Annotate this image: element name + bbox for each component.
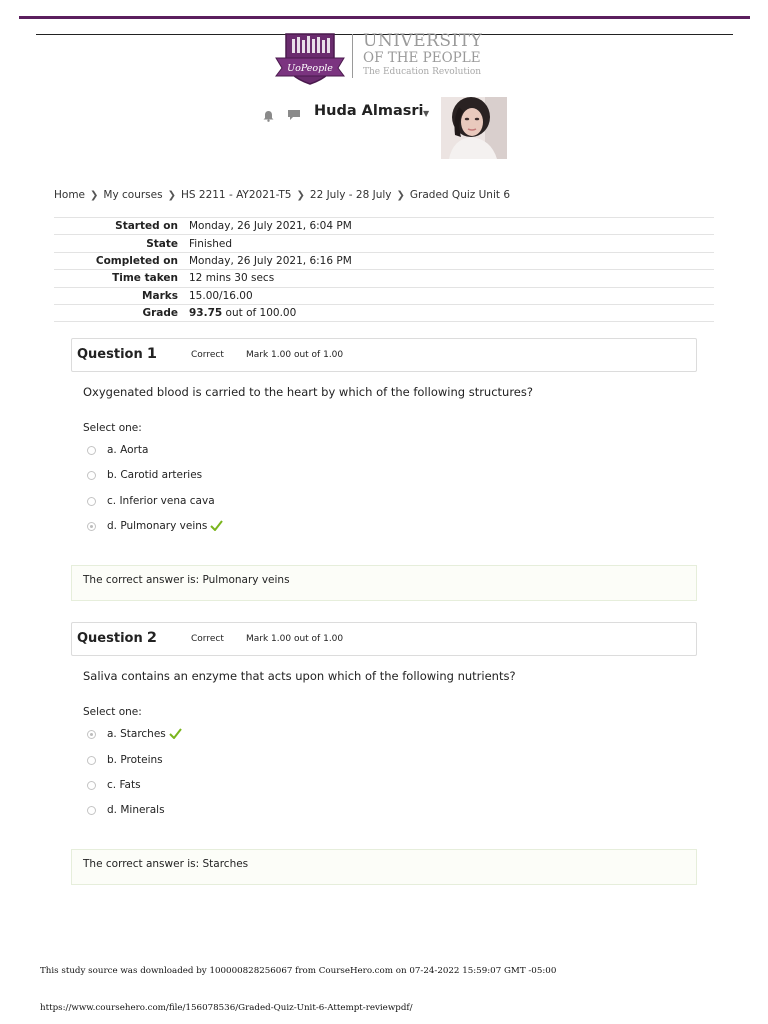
question-number [77, 630, 157, 646]
top-accent-bar [19, 16, 750, 19]
summary-row [54, 252, 714, 269]
breadcrumb-home[interactable]: Home [54, 189, 86, 201]
summary-label: State [54, 235, 189, 252]
user-menu-bar [260, 95, 510, 159]
chevron-right-icon: ❯ [167, 190, 176, 201]
radio-button[interactable] [87, 806, 96, 815]
summary-label: Marks [54, 287, 189, 304]
option-label: d. Minerals [107, 804, 165, 816]
option-label: c. Fats [107, 779, 141, 791]
logo-line-1: UNIVERSITY [363, 31, 483, 51]
question-2-feedback [71, 849, 697, 885]
logo-wordmark [363, 32, 498, 78]
radio-button[interactable] [87, 446, 96, 455]
summary-value: Finished [189, 235, 714, 252]
question-label: Question [77, 631, 143, 646]
question-number-value: 2 [146, 630, 157, 646]
option-label-wrap [107, 520, 223, 532]
question-state: Correct [191, 350, 224, 360]
radio-button[interactable] [87, 471, 96, 480]
question-mark: Mark 1.00 out of 1.00 [246, 634, 344, 644]
source-url[interactable]: https://www.coursehero.com/file/156078536/Graded-Quiz-Unit-6-Attempt-reviewpdf/ [40, 1003, 413, 1013]
chat-icon[interactable] [287, 106, 301, 125]
question-1-text: Oxygenated blood is carried to the heart by which of the following structures? [83, 385, 533, 399]
summary-label: Time taken [54, 270, 189, 287]
logo-tagline: The Education Revolution [363, 67, 482, 77]
grade-value: 93.75 [189, 307, 223, 320]
attempt-summary-table [54, 217, 714, 322]
option-label: d. Pulmonary veins [107, 520, 208, 532]
bell-icon[interactable] [262, 107, 275, 126]
checkmark-icon [210, 520, 223, 531]
summary-value: 15.00/16.00 [189, 287, 714, 304]
grade-label: Grade [54, 304, 189, 321]
summary-value: Monday, 26 July 2021, 6:04 PM [189, 218, 714, 235]
chevron-right-icon: ❯ [296, 190, 305, 201]
radio-button-checked[interactable] [87, 522, 96, 531]
question-mark: Mark 1.00 out of 1.00 [246, 350, 344, 360]
download-notice: This study source was downloaded by 100000828256067 from CourseHero.com on 07-24-2022 15:59:07 GMT -05:00 [40, 966, 557, 976]
university-logo[interactable] [272, 30, 496, 86]
caret-down-icon[interactable]: ▼ [423, 109, 430, 118]
breadcrumb-my-courses[interactable]: My courses [103, 189, 163, 201]
option-label: b. Carotid arteries [107, 469, 203, 481]
radio-button[interactable] [87, 497, 96, 506]
summary-value: 12 mins 30 secs [189, 270, 714, 287]
option-label: c. Inferior vena cava [107, 495, 215, 507]
question-1-feedback [71, 565, 697, 601]
question-state: Correct [191, 634, 224, 644]
question-2-text: Saliva contains an enzyme that acts upon which of the following nutrients? [83, 669, 516, 683]
avatar[interactable] [441, 97, 507, 159]
summary-value: Monday, 26 July 2021, 6:16 PM [189, 252, 714, 269]
chevron-right-icon: ❯ [90, 190, 99, 201]
select-one-label: Select one: [83, 706, 142, 718]
radio-button-checked[interactable] [87, 730, 96, 739]
summary-row [54, 218, 714, 235]
checkmark-icon [169, 728, 182, 739]
uopeople-crest-icon [272, 30, 348, 86]
summary-row-grade [54, 304, 714, 321]
summary-row [54, 270, 714, 287]
select-one-label: Select one: [83, 422, 142, 434]
option-label-wrap [107, 728, 182, 740]
breadcrumb-course[interactable]: HS 2211 - AY2021-T5 [180, 189, 292, 201]
radio-button[interactable] [87, 781, 96, 790]
breadcrumb-week[interactable]: 22 July - 28 July [309, 189, 392, 201]
user-name[interactable]: Huda Almasri [314, 103, 424, 119]
question-number [77, 346, 157, 362]
option-label: b. Proteins [107, 754, 163, 766]
summary-label: Started on [54, 218, 189, 235]
logo-separator [352, 34, 353, 78]
summary-row [54, 235, 714, 252]
grade-suffix: out of 100.00 [222, 307, 297, 320]
feedback-text: The correct answer is: Pulmonary veins [83, 574, 290, 586]
chevron-right-icon: ❯ [396, 190, 405, 201]
feedback-text: The correct answer is: Starches [83, 858, 249, 870]
summary-row [54, 287, 714, 304]
question-number-value: 1 [146, 346, 157, 362]
option-label: a. Starches [107, 728, 166, 740]
option-label: a. Aorta [107, 444, 149, 456]
summary-label: Completed on [54, 252, 189, 269]
question-label: Question [77, 347, 143, 362]
radio-button[interactable] [87, 756, 96, 765]
question-1-header [71, 338, 697, 372]
logo-line-2: OF THE PEOPLE [363, 50, 481, 66]
crest-text: UoPeople [287, 63, 333, 74]
breadcrumb [54, 189, 510, 201]
grade-value-cell [189, 304, 714, 321]
question-2-header [71, 622, 697, 656]
breadcrumb-quiz[interactable]: Graded Quiz Unit 6 [409, 189, 511, 201]
